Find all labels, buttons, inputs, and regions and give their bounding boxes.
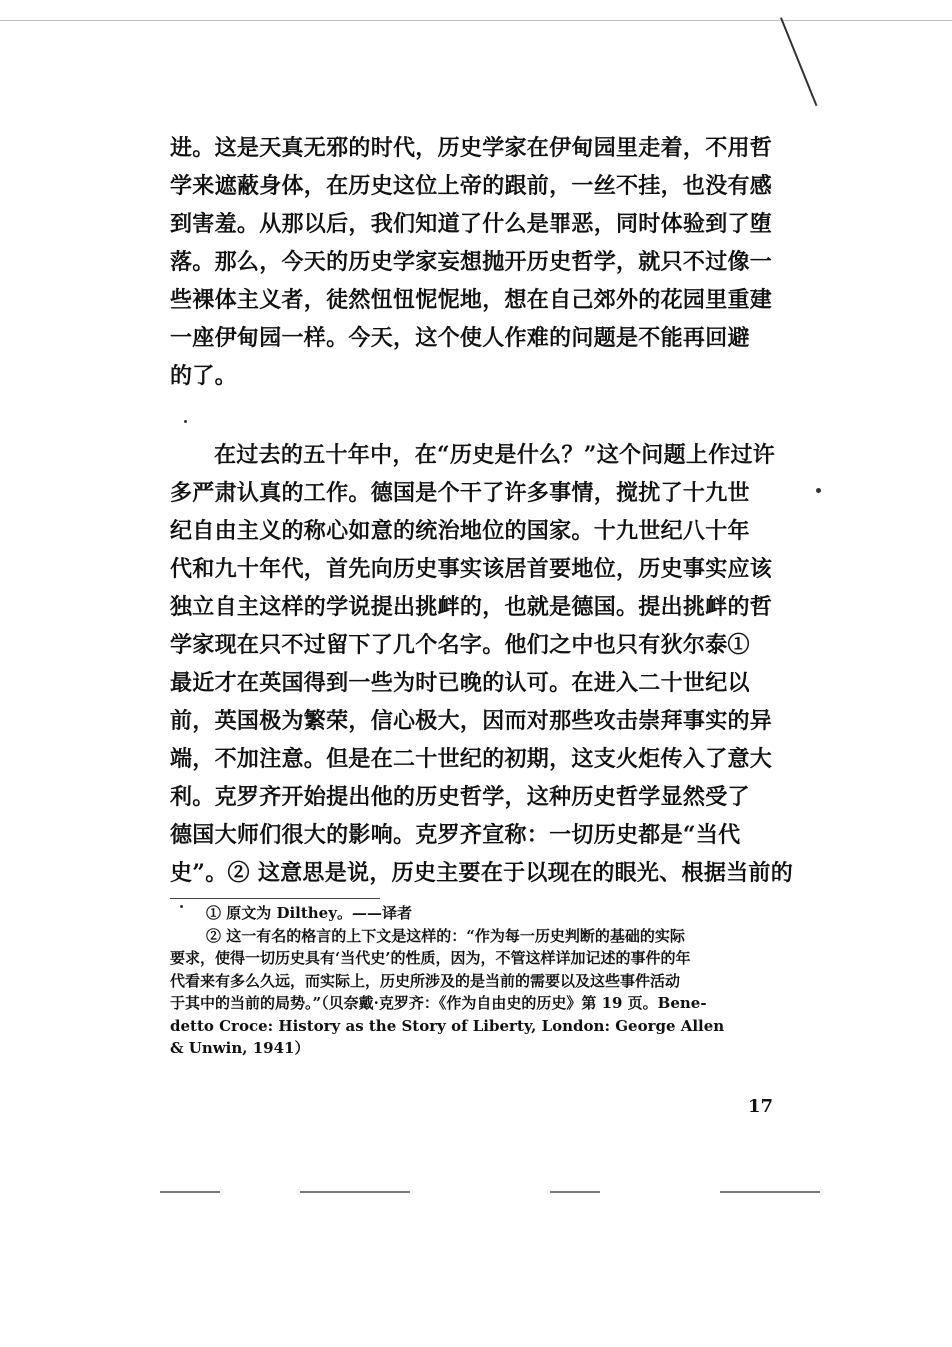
text-line: 史”。② 这意思是说，历史主要在于以现在的眼光、根据当前的 <box>170 860 794 886</box>
text-line: 进。这是天真无邪的时代，历史学家在伊甸园里走着，不用哲 <box>170 135 773 161</box>
footnote-2-line: ② 这一有名的格言的上下文是这样的：“作为每一历史判断的基础的实际 <box>206 926 685 945</box>
footnotes <box>170 902 800 1060</box>
scan-mark-diagonal <box>780 17 817 106</box>
text-line: 的了。 <box>170 363 237 389</box>
scan-noise <box>300 1191 410 1193</box>
text-line: 独立自主这样的学说提出挑衅的，也就是德国。提出挑衅的哲 <box>170 594 773 620</box>
text-line: 一座伊甸园一样。今天，这个使人作难的问题是不能再回避 <box>170 325 750 351</box>
footnote-2-line: 要求，使得一切历史具有‘当代史’的性质，因为，不管这样详加记述的事件的年 <box>170 949 691 967</box>
scan-mark-dot <box>816 488 821 493</box>
footnote-1: ① 原文为 Dilthey。——译者 <box>206 904 412 922</box>
scan-mark-dot <box>184 420 187 423</box>
text-line: 端，不加注意。但是在二十世纪的初期，这支火炬传入了意大 <box>170 746 773 772</box>
page-top-rule <box>0 20 952 21</box>
text-line: 多严肃认真的工作。德国是个干了许多事情，搅扰了十九世 <box>170 480 750 506</box>
footnote-2-line: 于其中的当前的局势。”（贝奈戴·克罗齐：《作为自由史的历史》第 19 页。Bene- <box>170 994 707 1012</box>
paragraph-1 <box>170 129 795 395</box>
footnote-2-line: 代看来有多么久远，而实际上，历史所涉及的是当前的需要以及这些事件活动 <box>170 971 681 990</box>
footnote-rule <box>170 898 380 899</box>
text-line: 德国大师们很大的影响。克罗齐宣称：一切历史都是“当代 <box>170 822 741 848</box>
paragraph-2 <box>170 436 795 892</box>
text-line: 学来遮蔽身体，在历史这位上帝的跟前，一丝不挂，也没有感 <box>170 173 773 199</box>
scan-noise <box>720 1191 820 1193</box>
text-line: 在过去的五十年中，在“历史是什么？”这个问题上作过许 <box>214 442 776 468</box>
footnote-2-line: & Unwin, 1941） <box>170 1039 310 1057</box>
text-line: 学家现在只不过留下了几个名字。他们之中也只有狄尔泰① <box>170 632 750 658</box>
scan-noise <box>550 1191 600 1193</box>
text-line: 纪自由主义的称心如意的统治地位的国家。十九世纪八十年 <box>170 518 750 544</box>
footnote-2-line: detto Croce: History as the Story of Liberty, London: George Allen <box>170 1016 725 1035</box>
page-number: 17 <box>748 1096 774 1117</box>
text-line: 些裸体主义者，徒然忸忸怩怩地，想在自己郊外的花园里重建 <box>170 287 773 313</box>
text-line: 到害羞。从那以后，我们知道了什么是罪恶，同时体验到了堕 <box>170 211 773 237</box>
text-line: 最近才在英国得到一些为时已晚的认可。在进入二十世纪以 <box>170 670 750 696</box>
text-line: 落。那么，今天的历史学家妄想抛开历史哲学，就只不过像一 <box>170 249 773 275</box>
text-line: 利。克罗齐开始提出他的历史哲学，这种历史哲学显然受了 <box>170 784 750 810</box>
text-line: 代和九十年代，首先向历史事实该居首要地位，历史事实应该 <box>170 556 773 582</box>
text-line: 前，英国极为繁荣，信心极大，因而对那些攻击崇拜事实的异 <box>170 708 773 734</box>
scan-noise <box>160 1191 220 1193</box>
